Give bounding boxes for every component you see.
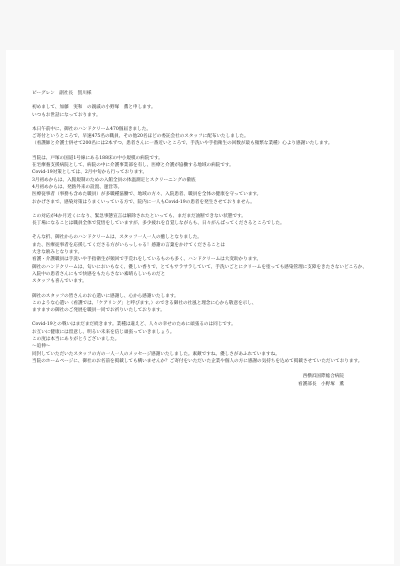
letter-signature: 西横浜国際総合病院 看護部長 小野塚 薫 bbox=[298, 374, 344, 387]
paragraph-gap bbox=[32, 206, 368, 213]
letter-paragraph-hospital: 当院は、戸塚の国道1号線にある188床の中小規模の病院です。 在宅療養支援病院として、病院の中に介護事業部を有し、医療と介護が協働する地域の病院です。 Covid-19対策としては、2月中旬から行っております。 3月初めからは、入館規制のための入館全員の体温測定とスクリーニングの徹底 4月初めからは、発熱外来の設置、運営等。 医療従事者（事務も含めた職員）が多職種協働で、地域の方々、入院患者、職員を全体の健康を守っています。 おかげさまで、感染対策はうまくいっている方で、院内に一人もCovid-19の患者を発生させておりません。 bbox=[32, 155, 262, 205]
paragraph-gap bbox=[32, 286, 368, 293]
letter-addressee: ピーグレン 副社長 賀川様 bbox=[32, 91, 92, 96]
paragraph-gap bbox=[32, 119, 368, 126]
paragraph-gap bbox=[32, 314, 368, 321]
letter-paragraph-situation: この対応が4か月近くになり、緊急事態宣言は解除されたといっても、まだまだ油断できない状態です。 長丁場になることは職員全体で覚悟をしていますが、多少疲れを自覚しながらも、日々がんばってくださるところでした。 bbox=[32, 213, 285, 227]
letter-paragraph-handcream: そんな折、御社からのハンドクリームは、スタッフ一人一人の癒しとなりました。 また、医療従事者を応援してくださる方がいらっしゃる！感謝の言葉をかけてくださることは 大きな励みとなります。 看護・介護職員は手洗いや手指衛生が頻回で手荒れをしているものも多く、ハンドクリームは大変助かります。 御社のハンドクリームは、匂いにおいもなく、優しい香りで、とてもサラサラしていて、手洗いごとにクリームを塗っても感染管理に支障をきたさないどころか、入院中の患者さんにもで快感をもたらさない素晴らしいものだと スタッフも喜んでいます。 bbox=[32, 235, 367, 285]
paragraph-gap bbox=[32, 148, 368, 155]
letter-paragraph-greeting: 初めまして、加藤 実和 の親戚の小野塚 薫と申します。 いつもお世話になっております。 bbox=[32, 105, 156, 118]
letter-paragraph-donation: 本日午前中に、御社のハンドクリーム470個届きました。 ご寄付というところで、早速475名の職員、その他20名ほどの委託会社のスタッフに配布いたしました。 （看護師と介護士併せて200名には2本ずつ、患者さんに一番近いところで、手洗いや手指衛生の回数が最も頻繁な業種）心より感謝いたします。 bbox=[32, 126, 333, 147]
letter-paragraph-closing: Covid-19との戦いはまだまだ続きます。業種は違えど、人々の幸せのために頑張るのは同じです。 お互いに健康には留意し、明るい未来を信じ頑張っていきましょう。 この度は本当にありがとうございました。 ～追伸～ 同封していただいたスタッフの方の一人一人のメッセージ感謝いたしました。素敵ですね。優しさがあふれていますね。 当院のホームページに、御社のお名前を掲載しても構いませんか？ご寄付をいただいた企業や個人の方に感謝の気持ちを込めて掲載させていただいております。 bbox=[32, 322, 363, 364]
letter-paragraph-gratitude: 御社のスタッフの皆さんのお心遣いに感謝し、心から感謝いたします。 このような心遣い（看護では、「ケアリング」と呼びます。）のできる御社の社風と理念に心から敬意を示し、 ますますの御社のご発展を職員一同でお祈りいたしております。 bbox=[32, 293, 257, 314]
paragraph-gap bbox=[32, 227, 368, 234]
letter-sheet bbox=[6, 50, 394, 564]
